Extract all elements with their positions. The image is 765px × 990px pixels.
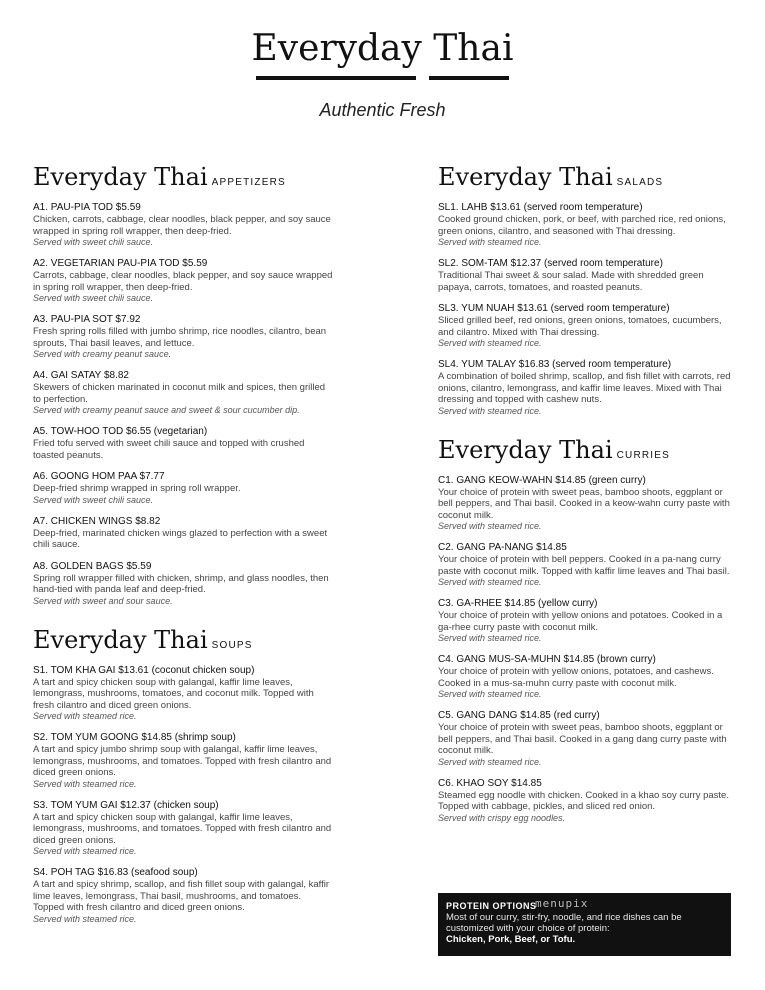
menu-item (438, 303, 738, 349)
menu-item (438, 475, 738, 533)
menu-item-title: SL4. YUM TALAY $16.83 (served room temperature) (438, 359, 672, 370)
protein-options-title: PROTEIN OPTIONS (446, 901, 537, 911)
section-heading (33, 625, 333, 661)
menu-item-title: S2. TOM YUM GOONG $14.85 (shrimp soup) (33, 732, 236, 743)
menu-item-title: C4. GANG MUS-SA-MUHN $14.85 (brown curry) (438, 654, 656, 665)
menu-item-description: Your choice of protein with sweet peas, bamboo shoots, eggplant or bell peppers, and Thai basil. Cooked in a keow-wahn curry paste with coconut milk. (438, 486, 730, 521)
section-heading (438, 162, 738, 198)
menu-item-note: Served with steamed rice. (33, 846, 137, 856)
menu-item-description: Your choice of protein with yellow onions, potatoes, and cashews. Cooked in a mus-sa-muhn curry paste with coconut milk. (438, 666, 714, 689)
menu-item-title: S4. POH TAG $16.83 (seafood soup) (33, 867, 198, 878)
menu-item (438, 202, 738, 248)
menu-item (438, 359, 738, 417)
menu-item (33, 732, 333, 790)
menu-item-description: A tart and spicy jumbo shrimp soup with galangal, kaffir lime leaves, lemongrass, mushrooms, and tomatoes. Topped with fresh cilantro and diced green onions. (33, 744, 332, 778)
menu-item (33, 800, 333, 858)
menu-item-note: Served with steamed rice. (438, 405, 542, 416)
menu-item-title: C5. GANG DANG $14.85 (red curry) (438, 710, 600, 721)
menu-item-title: C2. GANG PA-NANG $14.85 (438, 542, 567, 553)
menu-item-title: A8. GOLDEN BAGS $5.59 (33, 560, 152, 572)
logo-underline-left (256, 76, 416, 80)
menu-item-title: S1. TOM KHA GAI $13.61 (coconut chicken soup) (33, 664, 255, 676)
menu-item-note: Served with steamed rice. (438, 756, 542, 767)
menu-item-note: Served with sweet chili sauce. (33, 237, 154, 247)
menu-item-title: A6. GOONG HOM PAA $7.77 (33, 471, 165, 482)
menu-item-title: SL1. LAHB $13.61 (served room temperature) (438, 202, 643, 213)
section-brand-name: Everyday Thai (33, 625, 208, 654)
section-category-tag: SALADS (616, 177, 664, 188)
menu-item-description: Fresh spring rolls filled with jumbo shrimp, rice noodles, cilantro, bean sprouts, Thai basil leaves, and lettuce. (33, 326, 327, 349)
menu-item-note: Served with creamy peanut sauce and sweet & sour cucumber dip. (33, 405, 300, 415)
menu-item-title: SL2. SOM-TAM $12.37 (served room temperature) (438, 258, 663, 269)
section-category-tag: SOUPS (211, 639, 253, 651)
menu-item-description: Fried tofu served with sweet chili sauce and topped with crushed toasted peanuts. (33, 438, 305, 461)
menu-item-description: Your choice of protein with yellow onions and potatoes. Cooked in a ga-rhee curry paste with coconut milk. (438, 610, 723, 633)
menu-item-description: Carrots, cabbage, clear noodles, black pepper, and soy sauce wrapped in spring roll wrapper, then deep-fried. (33, 270, 333, 293)
menu-item-title: C3. GA-RHEE $14.85 (yellow curry) (438, 598, 598, 609)
restaurant-logo-title: Everyday Thai (251, 28, 514, 69)
menu-item (33, 202, 333, 248)
left-menu-column (33, 162, 333, 943)
menu-item (33, 665, 333, 723)
menupix-watermark: menupix (535, 897, 589, 910)
section-brand-name: Everyday Thai (438, 163, 613, 191)
menu-item-note: Served with sweet and sour sauce. (33, 595, 173, 606)
menu-item-note: Served with steamed rice. (438, 521, 542, 531)
menu-item-title: A3. PAU-PIA SOT $7.92 (33, 314, 141, 325)
menu-item-note: Served with steamed rice. (438, 633, 542, 643)
menu-item-description: Chicken, carrots, cabbage, clear noodles, black pepper, and soy sauce wrapped in spring roll wrapper, then deep-fried. (33, 214, 331, 237)
menu-item-note: Served with steamed rice. (438, 689, 542, 699)
menu-item-note: Served with steamed rice. (33, 711, 137, 721)
menu-item-title: S3. TOM YUM GAI $12.37 (chicken soup) (33, 799, 219, 811)
menu-item (33, 426, 333, 461)
menu-item-description: A tart and spicy shrimp, scallop, and fish fillet soup with galangal, kaffir lime leaves, lemongrass, Thai basil, mushrooms, and tomatoes. Topped with fresh cilantro and diced green onions. (33, 879, 330, 913)
menu-item (438, 710, 738, 768)
section-brand-name: Everyday Thai (33, 163, 208, 191)
menu-item-note: Served with creamy peanut sauce. (33, 349, 172, 359)
menu-item-title: A7. CHICKEN WINGS $8.82 (33, 515, 161, 527)
menu-item-description: A tart and spicy chicken soup with galangal, kaffir lime leaves, lemongrass, mushrooms, and tomatoes. Topped with fresh cilantro and diced green onions. (33, 811, 332, 846)
protein-options-description: Most of our curry, stir-fry, noodle, and rice dishes can be customized with your choice of protein: (446, 912, 682, 934)
menu-item-description: Deep-fried shrimp wrapped in spring roll wrapper. (33, 483, 241, 494)
menu-item-title: A2. VEGETARIAN PAU-PIA TOD $5.59 (33, 258, 208, 269)
menu-item-description: Skewers of chicken marinated in coconut milk and spices, then grilled to perfection. (33, 382, 326, 405)
menu-item (33, 867, 333, 925)
menu-item-description: Cooked ground chicken, pork, or beef, with parched rice, red onions, green onions, cilantro, and seasoned with Thai dressing. (438, 214, 726, 237)
menu-item (438, 258, 738, 293)
tagline: Authentic Fresh (319, 100, 446, 120)
menu-item-description: A combination of boiled shrimp, scallop, and fish fillet with carrots, red onions, cilantro, lemongrass, and kaffir lime leaves. Mixed with Thai dressing and topped with cashew nuts. (438, 371, 731, 405)
menu-item-note: Served with sweet chili sauce. (33, 494, 154, 505)
menu-item-title: A1. PAU-PIA TOD $5.59 (33, 202, 141, 213)
menu-item (438, 654, 738, 700)
menu-item (438, 598, 738, 644)
menu-item-description: Sliced grilled beef, red onions, green onions, tomatoes, cucumbers, and cilantro. Mixed with Thai dressing. (438, 315, 722, 338)
section-heading (438, 435, 738, 471)
menu-item-description: Steamed egg noodle with chicken. Cooked in a khao soy curry paste. Topped with cabbage, pickles, and sliced red onion. (438, 789, 729, 812)
section-category-tag: CURRIES (616, 449, 671, 461)
logo-underline-right (429, 76, 509, 80)
menu-item (33, 314, 333, 360)
section-category-tag: APPETIZERS (211, 177, 286, 188)
menu-item-note: Served with steamed rice. (438, 338, 542, 348)
menu-item-description: Your choice of protein with sweet peas, bamboo shoots, eggplant or bell peppers, and Thai basil. Cooked in a gang dang curry paste with coconut milk. (438, 722, 727, 756)
section-brand-name: Everyday Thai (438, 435, 613, 464)
menu-item (33, 471, 333, 506)
menu-section-appetizers (33, 162, 333, 607)
menu-item (33, 370, 333, 416)
menu-item-note: Served with steamed rice. (33, 778, 137, 789)
menu-item-title: C1. GANG KEOW-WAHN $14.85 (green curry) (438, 474, 646, 486)
menu-item-note: Served with sweet chili sauce. (33, 293, 154, 303)
menu-item-description: Traditional Thai sweet & sour salad. Made with shredded green papaya, carrots, tomatoes, and roasted peanuts. (438, 270, 704, 293)
menu-item (438, 778, 738, 824)
menu-item (438, 542, 738, 588)
menu-item-description: Spring roll wrapper filled with chicken, shrimp, and glass noodles, then hand-tied with panda leaf and deep-fried. (33, 572, 329, 595)
menu-item (33, 516, 333, 551)
menu-section-soups (33, 625, 333, 925)
menu-item-title: SL3. YUM NUAH $13.61 (served room temperature) (438, 303, 670, 314)
menu-item-title: A4. GAI SATAY $8.82 (33, 370, 129, 381)
menu-item-note: Served with steamed rice. (438, 237, 542, 247)
section-heading (33, 162, 333, 198)
right-menu-column (438, 162, 738, 842)
menu-item-title: A5. TOW-HOO TOD $6.55 (vegetarian) (33, 426, 208, 437)
menu-item-note: Served with steamed rice. (33, 913, 137, 924)
menu-item-title: C6. KHAO SOY $14.85 (438, 777, 542, 789)
menu-item-description: Your choice of protein with bell peppers. Cooked in a pa-nang curry paste with coconut milk. Topped with kaffir lime leaves and Thai basil. (438, 554, 730, 577)
menu-item (33, 561, 333, 607)
menu-item (33, 258, 333, 304)
menu-item-description: Deep-fried, marinated chicken wings glazed to perfection with a sweet chili sauce. (33, 527, 328, 550)
protein-options-list: Chicken, Pork, Beef, or Tofu. (446, 934, 576, 945)
menu-item-note: Served with steamed rice. (438, 577, 542, 587)
menu-item-note: Served with crispy egg noodles. (438, 812, 566, 823)
menu-item-description: A tart and spicy chicken soup with galangal, kaffir lime leaves, lemongrass, mushrooms, tomatoes, and coconut milk. Topped with fresh cilantro and diced green onions. (33, 676, 314, 711)
menu-section-curries (438, 435, 738, 824)
menu-section-salads (438, 162, 738, 417)
